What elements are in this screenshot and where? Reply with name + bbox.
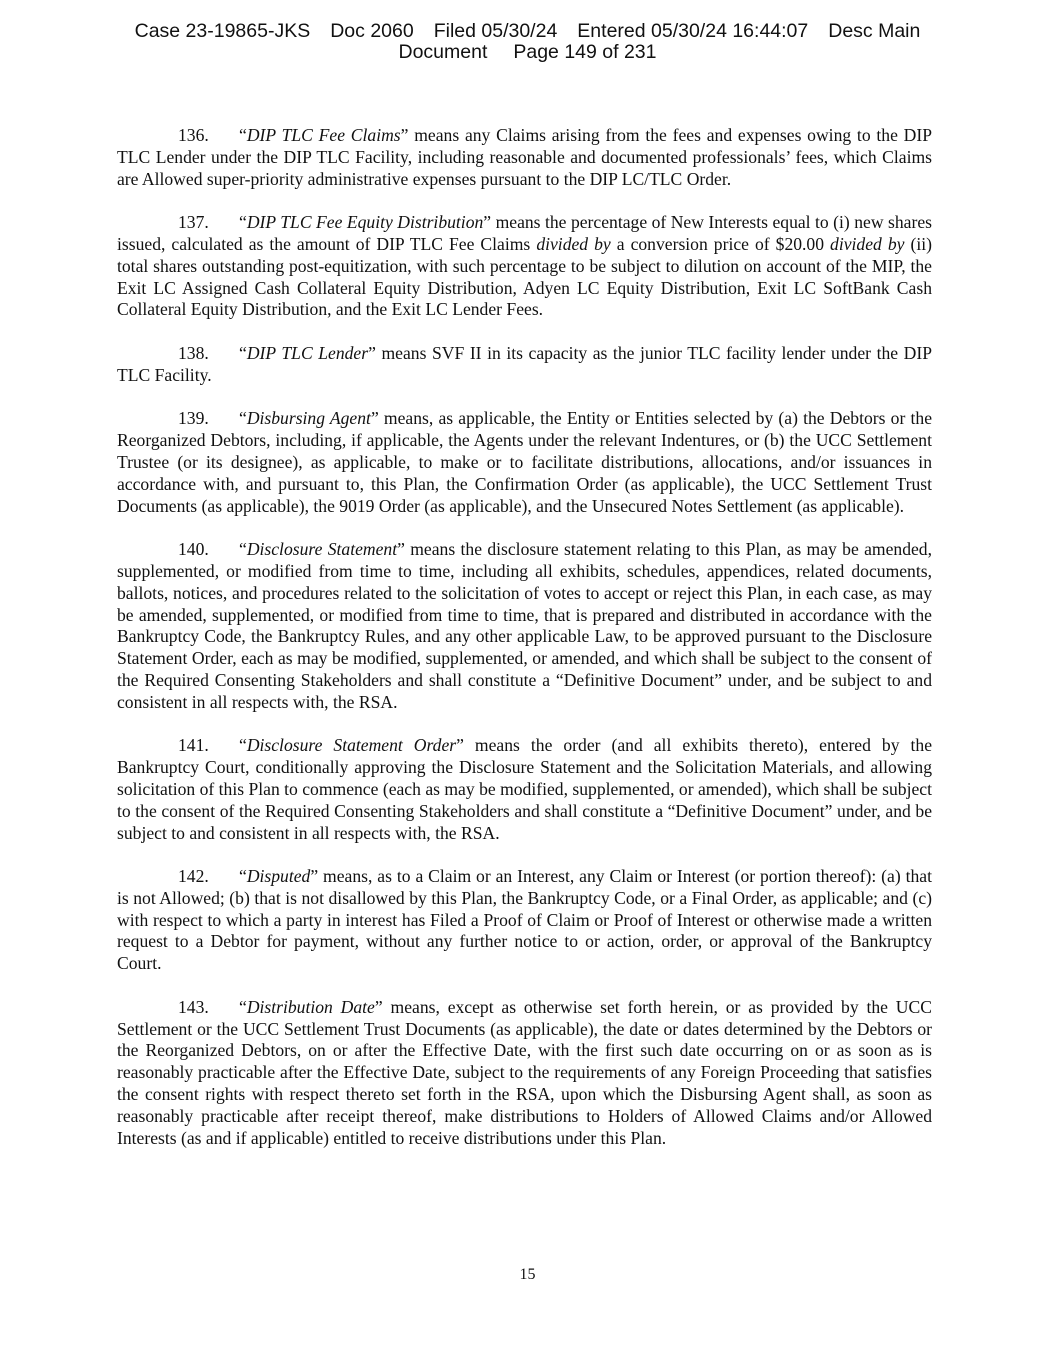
document-body bbox=[117, 125, 932, 1171]
definition-text: means, except as otherwise set forth herein, or as provided by the UCC Settlement or the UCC Settlement Trust Documents (as applicable), the date or dates determined by the Debtors or the Reorganized Debtors, on or after the Effective Date, with the first such date occurring on or as soon as is reasonably practicable after the Effective Date, subject to the requirements of any Foreign Proceeding that satisfies the consent rights with respect thereto set forth in the RSA, upon which the Disbursing Agent shall, as soon as reasonably practicable after receipt thereof, make distributions to Holders of Allowed Claims and/or Allowed Interests (as and if applicable) entitled to receive distributions under this Plan. bbox=[117, 996, 932, 1148]
definition-paragraph-136 bbox=[117, 125, 932, 190]
definition-paragraph-140 bbox=[117, 539, 932, 713]
defined-term: Disclosure Statement bbox=[246, 539, 398, 560]
close-quote: ” bbox=[370, 408, 379, 429]
paragraph-number: 138. bbox=[178, 342, 209, 363]
close-quote: ” bbox=[310, 866, 319, 887]
definition-text: means any Claims arising from the fees and expenses owing to the DIP TLC Lender under the DIP TLC Facility, including reasonable and documented professionals’ fees, which Claims are Allowed super-priority administrative expenses pursuant to the DIP LC/TLC Order. bbox=[117, 125, 933, 189]
defined-term: DIP TLC Fee Claims bbox=[246, 125, 401, 145]
close-quote: ” bbox=[368, 342, 376, 363]
desc-label: Desc Main bbox=[828, 20, 921, 42]
paragraph-number: 140. bbox=[178, 539, 209, 560]
open-quote: “ bbox=[239, 125, 247, 145]
definition-paragraph-137 bbox=[117, 212, 932, 321]
paragraph-number: 139. bbox=[178, 408, 209, 429]
defined-term: Disclosure Statement Order bbox=[246, 735, 457, 756]
entered-date: Entered 05/30/24 16:44:07 bbox=[577, 20, 809, 42]
open-quote: “ bbox=[239, 408, 247, 429]
page-of-total: Page 149 of 231 bbox=[513, 41, 657, 63]
defined-term: Disputed bbox=[246, 866, 311, 887]
case-number: Case 23-19865-JKS bbox=[134, 20, 311, 42]
definition-text: means the disclosure statement relating to this Plan, as may be amended, supplemented, or modified from time to time, including all exhibits, schedules, appendices, related documents, ballots, notices, and procedures related to the solicitation of votes to accept or reject this Plan, in each case, as may be amended, supplemented, or modified from time to time, that is prepared and distributed in accordance with the Bankruptcy Code, the Bankruptcy Rules, and any other applicable Law, to be approved pursuant to the Disclosure Statement Order, each as may be modified, supplemented, or amended, and which shall be subject to the consent of the Required Consenting Stakeholders and shall constitute a “Definitive Document” under, and be subject to and consistent in all respects with, the RSA. bbox=[117, 539, 933, 712]
definition-text: means SVF II in its capacity as the junior TLC facility lender under the DIP TLC Facility. bbox=[117, 342, 932, 385]
definition-text: a conversion price of $20.00 bbox=[610, 233, 831, 254]
filed-date: Filed 05/30/24 bbox=[433, 20, 558, 42]
close-quote: ” bbox=[397, 539, 405, 560]
open-quote: “ bbox=[239, 866, 247, 887]
italic-phrase: divided by bbox=[536, 233, 611, 254]
definition-text: means the order (and all exhibits thereto), entered by the Bankruptcy Court, conditionally approving the Disclosure Statement and the Solicitation Materials, and allowing solicitation of this Plan to commence (each as may be modified, supplemented, or amended), which shall be subject to the consent of the Required Consenting Stakeholders and shall constitute a “Definitive Document” under, and be subject to and consistent in all respects with, the RSA. bbox=[117, 735, 933, 843]
definition-text: means, as applicable, the Entity or Entities selected by (a) the Debtors or the Reorganized Debtors, including, if applicable, the Agents under the relevant Indentures, or (b) the UCC Settlement Trustee (or its designee), as applicable, to make or to facilitate distributions, allocations, and/or issuances in accordance with, and pursuant to, this Plan, the Confirmation Order (as applicable), the UCC Settlement Trust Documents (as applicable), the 9019 Order (as applicable), and the Unsecured Notes Settlement (as applicable). bbox=[117, 408, 933, 516]
open-quote: “ bbox=[239, 342, 247, 363]
defined-term: DIP TLC Lender bbox=[246, 342, 369, 363]
open-quote: “ bbox=[239, 212, 247, 233]
definition-paragraph-139 bbox=[117, 408, 932, 517]
paragraph-number: 137. bbox=[178, 212, 209, 233]
close-quote: ” bbox=[483, 212, 492, 233]
definition-paragraph-143 bbox=[117, 997, 932, 1150]
close-quote: ” bbox=[400, 125, 409, 145]
defined-term: Distribution Date bbox=[246, 996, 375, 1017]
definition-paragraph-141 bbox=[117, 735, 932, 844]
definition-paragraph-138 bbox=[117, 343, 932, 387]
filing-header bbox=[0, 21, 1055, 63]
definition-paragraph-142 bbox=[117, 866, 932, 975]
paragraph-number: 141. bbox=[178, 735, 209, 756]
italic-phrase: divided by bbox=[830, 233, 905, 254]
defined-term: Disbursing Agent bbox=[246, 408, 371, 429]
filing-header-line-2 bbox=[0, 42, 1055, 63]
paragraph-number: 142. bbox=[178, 866, 209, 887]
close-quote: ” bbox=[456, 735, 464, 756]
page-number: 15 bbox=[519, 1266, 536, 1283]
open-quote: “ bbox=[239, 996, 247, 1017]
definition-text: means, as to a Claim or an Interest, any Claim or Interest (or portion thereof): (a) that is not Allowed; (b) that is not disallowed by this Plan, the Bankruptcy Code, or a Final Order, as applicable; and (c) with respect to which a party in interest has Filed a Proof of Claim or Proof of Interest or otherwise made a written request to a Debtor for payment, without any further notice to or action, order, or approval of the Bankruptcy Court. bbox=[117, 866, 932, 974]
doc-number: Doc 2060 bbox=[330, 20, 414, 42]
definition-text: means the percentage of New Interests equal to (i) new shares issued, calculated as the amount of DIP TLC Fee Claims bbox=[117, 212, 932, 254]
paragraph-number: 136. bbox=[178, 125, 209, 145]
definition-text: (ii) total shares outstanding post-equitization, with such percentage to be subject to dilution on account of the MIP, the Exit LC Assigned Cash Collateral Equity Distribution, Adyen LC Equity Distribution, Exit LC SoftBank Cash Collateral Equity Distribution, and the Exit LC Lender Fees. bbox=[117, 233, 932, 320]
document-label: Document bbox=[398, 41, 488, 63]
open-quote: “ bbox=[239, 539, 247, 560]
open-quote: “ bbox=[239, 735, 247, 756]
paragraph-number: 143. bbox=[178, 996, 209, 1017]
defined-term: DIP TLC Fee Equity Distribution bbox=[246, 212, 484, 233]
filing-header-line-1 bbox=[0, 21, 1055, 42]
close-quote: ” bbox=[374, 996, 383, 1017]
